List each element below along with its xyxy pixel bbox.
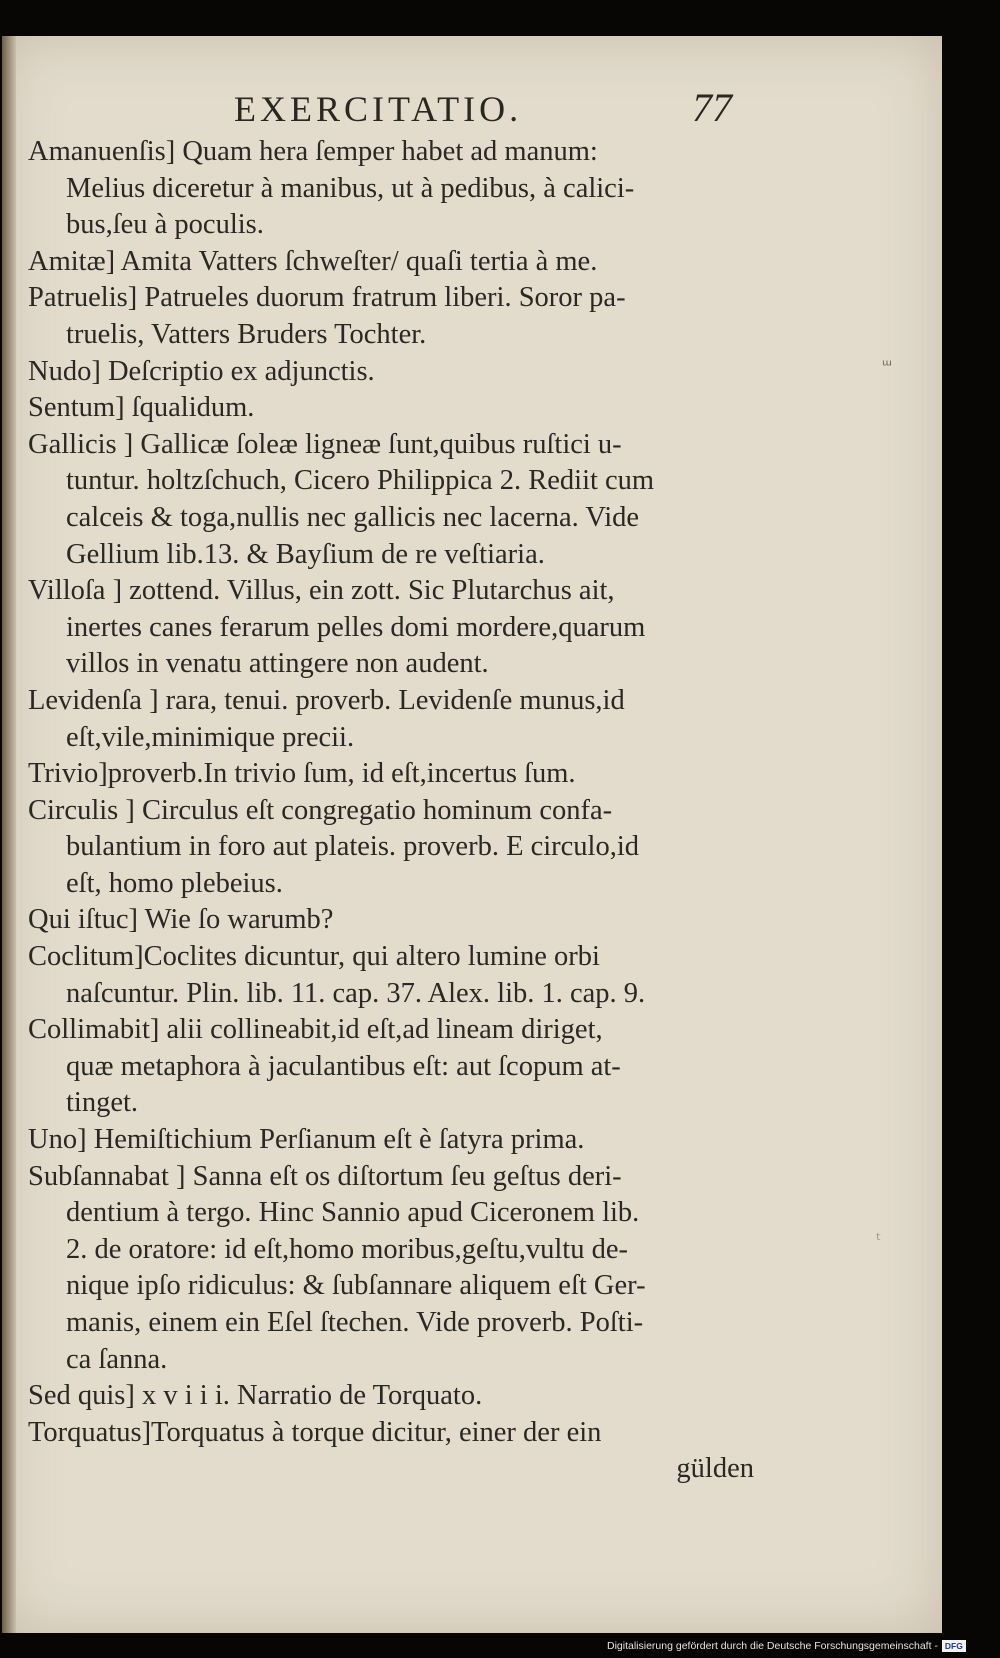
text-line: Gallicis ] Gallicæ ſoleæ ligneæ ſunt,quibus ruſtici u- bbox=[28, 428, 622, 460]
text-line: Amitæ] Amita Vatters ſchweſter/ quaſi tertia à me. bbox=[28, 245, 598, 277]
dfg-logo: DFG bbox=[942, 1640, 966, 1652]
text-line: ca ſanna. bbox=[66, 1343, 168, 1375]
margin-ink-mark: ᵚ bbox=[882, 356, 892, 375]
text-line: Nudo] Deſcriptio ex adjunctis. bbox=[28, 355, 375, 387]
text-line: Amanuenſis] Quam hera ſemper habet ad manum: bbox=[28, 136, 598, 167]
text-line: bus,ſeu à poculis. bbox=[66, 209, 264, 241]
text-line: eſt, homo plebeius. bbox=[66, 867, 283, 899]
text-line: Collimabit] alii collineabit,id eſt,ad lineam diriget, bbox=[28, 1014, 603, 1046]
body-text bbox=[28, 134, 758, 1488]
text-line: Trivio]proverb.In trivio ſum, id eſt,incertus ſum. bbox=[28, 758, 576, 790]
text-line: tinget. bbox=[66, 1087, 139, 1119]
text-line: Sed quis] x v i i i. Narratio de Torquato. bbox=[28, 1380, 483, 1412]
book-page bbox=[2, 36, 942, 1633]
text-line: 2. de oratore: id eſt,homo moribus,geſtu,vultu de- bbox=[66, 1233, 628, 1265]
text-line: Sentum] ſqualidum. bbox=[28, 392, 255, 424]
text-line: Coclitum]Coclites dicuntur, qui altero lumine orbi bbox=[28, 941, 600, 973]
digitization-footer bbox=[607, 1638, 996, 1654]
text-line: villos in venatu attingere non audent. bbox=[66, 648, 489, 680]
text-line: tuntur. holtzſchuch, Cicero Philippica 2. Rediit cum bbox=[66, 465, 655, 497]
text-line: inertes canes ferarum pelles domi mordere,quarum bbox=[66, 611, 646, 643]
text-line: Subſannabat ] Sanna eſt os diſtortum ſeu geſtus deri- bbox=[28, 1160, 622, 1192]
text-line: calceis & toga,nullis nec gallicis nec lacerna. Vide bbox=[66, 501, 640, 533]
text-line: Gellium lib.13. & Bayſium de re veſtiaria. bbox=[66, 538, 545, 570]
text-line: Patruelis] Patrueles duorum fratrum liberi. Soror pa- bbox=[28, 282, 626, 314]
margin-faint-mark: ᵗ bbox=[876, 1230, 882, 1251]
page-number: 77 bbox=[692, 85, 732, 130]
text-line: Melius diceretur à manibus, ut à pedibus, à calici- bbox=[66, 172, 635, 204]
text-line: dentium à tergo. Hinc Sannio apud Ciceronem lib. bbox=[66, 1197, 640, 1229]
text-line: Torquatus]Torquatus à torque dicitur, einer der ein bbox=[28, 1416, 602, 1448]
text-line: gülden bbox=[676, 1453, 754, 1485]
running-header: EXERCITATIO. bbox=[234, 89, 523, 129]
text-line: Circulis ] Circulus eſt congregatio hominum confa- bbox=[28, 794, 613, 826]
text-line: nique ipſo ridiculus: & ſubſannare aliquem eſt Ger- bbox=[66, 1270, 646, 1302]
text-line: Levidenſa ] rara, tenui. proverb. Levidenſe munus,id bbox=[28, 684, 625, 716]
text-line: Qui iſtuc] Wie ſo warumb? bbox=[28, 904, 334, 936]
text-line: bulantium in foro aut plateis. proverb. E circulo,id bbox=[66, 831, 640, 863]
page-spine-shadow bbox=[2, 36, 16, 1633]
footer-credit: Digitalisierung gefördert durch die Deutsche Forschungsgemeinschaft - bbox=[607, 1640, 938, 1652]
text-line: truelis, Vatters Bruders Tochter. bbox=[66, 318, 427, 350]
text-line: Villoſa ] zottend. Villus, ein zott. Sic Plutarchus ait, bbox=[28, 575, 615, 607]
text-line: Uno] Hemiſtichium Perſianum eſt è ſatyra prima. bbox=[28, 1124, 585, 1156]
text-line: manis, einem ein Eſel ſtechen. Vide proverb. Poſti- bbox=[66, 1307, 644, 1338]
text-line: quæ metaphora à jaculantibus eſt: aut ſcopum at- bbox=[66, 1050, 621, 1082]
text-line: naſcuntur. Plin. lib. 11. cap. 37. Alex. lib. 1. cap. 9. bbox=[66, 977, 646, 1009]
text-line: eſt,vile,minimique precii. bbox=[66, 721, 355, 753]
